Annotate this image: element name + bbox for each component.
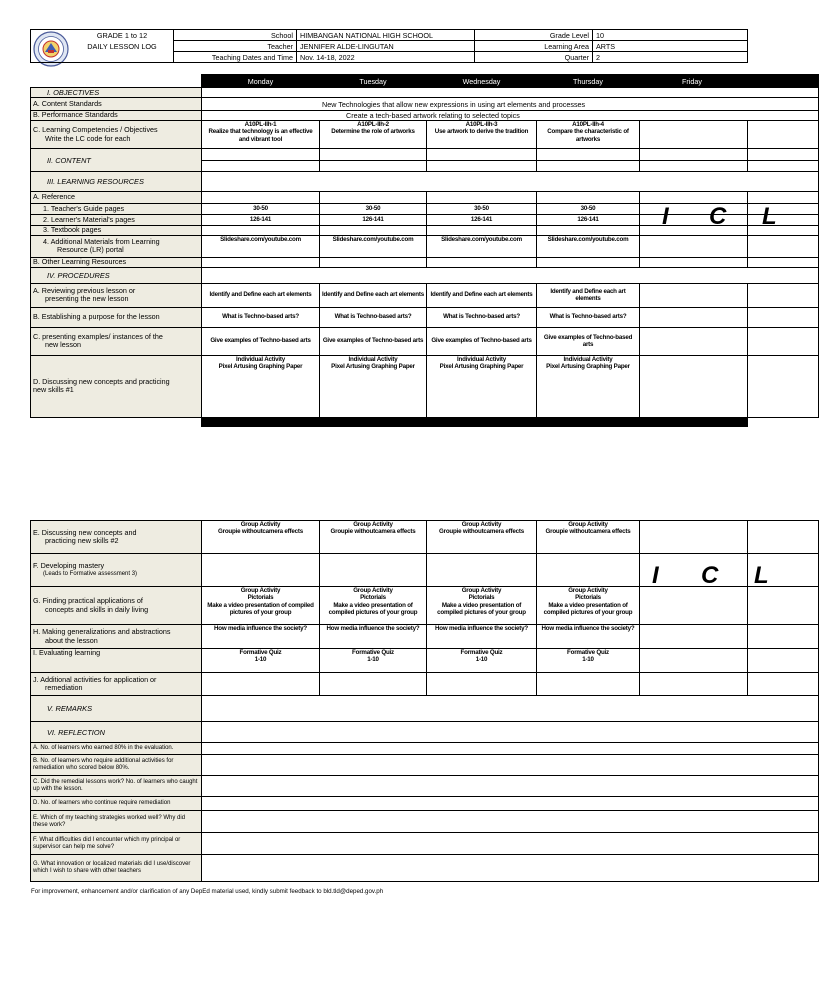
resources-heading: III. LEARNING RESOURCES bbox=[31, 172, 202, 192]
title-cell bbox=[31, 30, 174, 63]
practical-line1: G. Finding practical applications of bbox=[33, 596, 143, 605]
friday-letter-i-2: I bbox=[652, 562, 659, 589]
review-line2: presenting the new lesson bbox=[45, 294, 129, 303]
day-wednesday: Wednesday bbox=[427, 75, 537, 88]
activity-desc: Make a video presentation of compiled pictures of your group bbox=[328, 601, 418, 616]
lc-code: A10PL-IIh-3 bbox=[465, 121, 498, 128]
quiz-label: Formative Quiz bbox=[352, 649, 394, 656]
quarter-value: 2 bbox=[593, 52, 748, 63]
remarks-heading: V. REMARKS bbox=[31, 696, 202, 722]
general-thursday: How media influence the society? bbox=[537, 625, 640, 649]
reflection-heading: VI. REFLECTION bbox=[31, 722, 202, 743]
activity-desc: Make a video presentation of compiled pictures of your group bbox=[437, 601, 526, 616]
competency-wednesday bbox=[427, 121, 537, 149]
discuss1-tuesday bbox=[320, 355, 427, 417]
content-standards-label: A. Content Standards bbox=[31, 98, 202, 111]
general-tuesday: How media influence the society? bbox=[320, 625, 427, 649]
am-tuesday: Slideshare.com/youtube.com bbox=[320, 235, 427, 257]
eval-tuesday bbox=[320, 649, 427, 673]
general-line2: about the lesson bbox=[45, 635, 98, 645]
area-value: ARTS bbox=[593, 41, 748, 52]
quiz-items: 1-10 bbox=[367, 656, 379, 664]
am-line1: 4. Additional Materials from Learning bbox=[43, 236, 160, 246]
activity-desc: Pixel Artusing Graphing Paper bbox=[546, 362, 630, 370]
activity-type: Group Activity bbox=[461, 521, 502, 528]
additional-line2: remediation bbox=[45, 683, 83, 692]
content-heading: II. CONTENT bbox=[31, 149, 202, 172]
activity-desc: Groupie withoutcamera effects bbox=[218, 528, 303, 536]
eval-wednesday bbox=[427, 649, 537, 673]
friday-letter-c: C bbox=[709, 203, 727, 230]
activity-type: Group Activity bbox=[568, 587, 608, 594]
activity-desc: Pixel Artusing Graphing Paper bbox=[331, 362, 415, 370]
tg-tuesday: 30-50 bbox=[320, 204, 427, 215]
review-monday: Identify and Define each art elements bbox=[202, 283, 320, 307]
general-wednesday: How media influence the society? bbox=[427, 625, 537, 649]
review-line1: A. Reviewing previous lesson or bbox=[33, 285, 136, 295]
examples-line1: C. presenting examples/ instances of the bbox=[33, 331, 163, 341]
am-line2: Resource (LR) portal bbox=[57, 245, 124, 254]
lm-wednesday: 126-141 bbox=[427, 215, 537, 226]
teacher-value: JENNIFER ALDE-LINGUTAN bbox=[297, 41, 475, 52]
tg-thursday: 30-50 bbox=[537, 204, 640, 215]
reflection-c: C. Did the remedial lessons work? No. of learners who caught up with the lesson. bbox=[31, 776, 202, 797]
grade-label: Grade Level bbox=[475, 30, 593, 41]
reflection-g: G. What innovation or localized materials did I use/discover which I wish to share with other teachers bbox=[31, 855, 202, 882]
discuss2-thursday bbox=[537, 521, 640, 554]
examples-wednesday: Give examples of Techno-based arts bbox=[427, 327, 537, 355]
lm-thursday: 126-141 bbox=[537, 215, 640, 226]
reflection-e: E. Which of my teaching strategies worked well? Why did these work? bbox=[31, 811, 202, 833]
review-label bbox=[31, 283, 202, 307]
discuss2-monday bbox=[202, 521, 320, 554]
friday-letter-c-2: C bbox=[701, 562, 719, 589]
lesson-table-top bbox=[30, 74, 819, 427]
activity-desc: Make a video presentation of compiled pictures of your group bbox=[207, 601, 314, 616]
am-monday: Slideshare.com/youtube.com bbox=[202, 235, 320, 257]
review-wednesday: Identify and Define each art elements bbox=[427, 283, 537, 307]
practical-tuesday bbox=[320, 587, 427, 625]
activity-desc: Make a video presentation of compiled pictures of your group bbox=[543, 601, 633, 616]
activity-type: Group Activity bbox=[353, 521, 393, 528]
objectives-heading: I. OBJECTIVES bbox=[31, 88, 202, 98]
discuss1-thursday bbox=[537, 355, 640, 417]
area-label: Learning Area bbox=[475, 41, 593, 52]
am-wednesday: Slideshare.com/youtube.com bbox=[427, 235, 537, 257]
eval-thursday bbox=[537, 649, 640, 673]
title-line1: GRADE 1 to 12 bbox=[96, 31, 148, 40]
activity-title: Pictorials bbox=[360, 594, 386, 602]
activity-type: Group Activity bbox=[240, 521, 281, 528]
footer-note: For improvement, enhancement and/or clarification of any DepEd material used, kindly submit feedback to bld.tld@deped.gov.ph bbox=[31, 888, 384, 895]
practical-monday bbox=[202, 587, 320, 625]
tg-wednesday: 30-50 bbox=[427, 204, 537, 215]
activity-type: Individual Activity bbox=[236, 355, 285, 363]
reflection-a: A. No. of learners who earned 80% in the evaluation. bbox=[31, 743, 202, 755]
competencies-line1: C. Learning Competencies / Objectives bbox=[33, 125, 158, 134]
examples-line2: new lesson bbox=[45, 340, 81, 349]
dates-value: Nov. 14-18, 2022 bbox=[297, 52, 475, 63]
practical-thursday bbox=[537, 587, 640, 625]
friday-letter-l: L bbox=[762, 203, 777, 230]
activity-desc: Groupie withoutcamera effects bbox=[330, 528, 416, 536]
activity-desc: Pixel Artusing Graphing Paper bbox=[439, 362, 524, 370]
general-line1: H. Making generalizations and abstractions bbox=[33, 627, 171, 636]
discuss1-line1: D. Discussing new concepts and practicing bbox=[33, 376, 170, 386]
lc-code: A10PL-IIh-2 bbox=[357, 121, 389, 128]
eval-monday bbox=[202, 649, 320, 673]
dates-label: Teaching Dates and Time bbox=[174, 52, 297, 63]
discuss2-line2: practicing new skills #2 bbox=[45, 536, 119, 545]
activity-type: Group Activity bbox=[461, 587, 502, 594]
grade-value: 10 bbox=[593, 30, 748, 41]
reflection-d: D. No. of learners who continue require remediation bbox=[31, 797, 202, 811]
activity-type: Individual Activity bbox=[457, 355, 506, 363]
quarter-label: Quarter bbox=[475, 52, 593, 63]
lc-code: A10PL-IIh-4 bbox=[572, 121, 604, 128]
purpose-thursday: What is Techno-based arts? bbox=[537, 307, 640, 327]
activity-title: Pictorials bbox=[468, 594, 495, 602]
activity-desc: Groupie withoutcamera effects bbox=[439, 528, 524, 536]
lc-text: Determine the role of artworks bbox=[331, 128, 415, 136]
purpose-monday: What is Techno-based arts? bbox=[202, 307, 320, 327]
page-break-bar bbox=[202, 417, 748, 426]
activity-title: Pictorials bbox=[247, 594, 274, 602]
performance-standards-value: Create a tech-based artwork relating to selected topics bbox=[202, 111, 819, 121]
lm-monday: 126-141 bbox=[202, 215, 320, 226]
examples-label bbox=[31, 327, 202, 355]
friday-letter-l-2: L bbox=[754, 562, 769, 589]
discuss2-wednesday bbox=[427, 521, 537, 554]
performance-standards-label: B. Performance Standards bbox=[31, 111, 202, 121]
quiz-label: Formative Quiz bbox=[567, 649, 609, 656]
additional-line1: J. Additional activities for application or bbox=[33, 674, 157, 684]
competencies-line2: Write the LC code for each bbox=[45, 133, 131, 143]
activity-type: Group Activity bbox=[240, 587, 281, 594]
additional-label bbox=[31, 673, 202, 696]
school-value: HIMBANGAN NATIONAL HIGH SCHOOL bbox=[297, 30, 475, 41]
mastery-line1: F. Developing mastery bbox=[33, 561, 105, 571]
lc-code: A10PL-IIh-1 bbox=[244, 121, 277, 128]
lc-text: Realize that technology is an effective and vibrant tool bbox=[208, 128, 313, 143]
purpose-tuesday: What is Techno-based arts? bbox=[320, 307, 427, 327]
day-monday: Monday bbox=[202, 75, 320, 88]
purpose-label: B. Establishing a purpose for the lesson bbox=[31, 307, 202, 327]
discuss1-label bbox=[31, 355, 202, 417]
review-tuesday: Identify and Define each art elements bbox=[320, 283, 427, 307]
competency-tuesday bbox=[320, 121, 427, 149]
day-friday: Friday bbox=[640, 75, 819, 88]
content-standards-value: New Technologies that allow new expressions in using art elements and processes bbox=[202, 98, 819, 111]
generalizations-label bbox=[31, 625, 202, 649]
teacher-label: Teacher bbox=[174, 41, 297, 52]
purpose-wednesday: What is Techno-based arts? bbox=[427, 307, 537, 327]
practical-label bbox=[31, 587, 202, 625]
activity-type: Group Activity bbox=[568, 521, 608, 528]
lc-text: Compare the characteristic of artworks bbox=[547, 128, 629, 143]
header-info-table bbox=[30, 29, 748, 63]
reflection-b: B. No. of learners who require additional activities for remediation who scored below 80%. bbox=[31, 755, 202, 776]
lm-tuesday: 126-141 bbox=[320, 215, 427, 226]
activity-type: Individual Activity bbox=[563, 355, 613, 363]
activity-desc: Groupie withoutcamera effects bbox=[545, 528, 631, 536]
quiz-label: Formative Quiz bbox=[239, 649, 282, 656]
friday-letter-i: I bbox=[662, 203, 669, 230]
activity-desc: Pixel Artusing Graphing Paper bbox=[218, 362, 303, 370]
examples-monday: Give examples of Techno-based arts bbox=[202, 327, 320, 355]
quiz-items: 1-10 bbox=[254, 656, 267, 664]
review-thursday: Identify and Define each art elements bbox=[537, 283, 640, 307]
competency-thursday bbox=[537, 121, 640, 149]
school-label: School bbox=[174, 30, 297, 41]
discuss2-line1: E. Discussing new concepts and bbox=[33, 527, 137, 537]
discuss2-label bbox=[31, 521, 202, 554]
mastery-sub: (Leads to Formative assessment 3) bbox=[43, 570, 138, 577]
am-label bbox=[31, 235, 202, 257]
evaluating-label: I. Evaluating learning bbox=[31, 649, 202, 673]
practical-line2: concepts and skills in daily living bbox=[45, 604, 149, 614]
lc-text: Use artwork to derive the tradition bbox=[434, 128, 529, 136]
tg-label: 1. Teacher's Guide pages bbox=[31, 204, 202, 215]
tb-label: 3. Textbook pages bbox=[31, 226, 202, 236]
reflection-f: F. What difficulties did I encounter which my principal or supervisor can help me solve? bbox=[31, 833, 202, 855]
general-monday: How media influence the society? bbox=[202, 625, 320, 649]
am-thursday: Slideshare.com/youtube.com bbox=[537, 235, 640, 257]
discuss1-wednesday bbox=[427, 355, 537, 417]
title-line2: DAILY LESSON LOG bbox=[87, 42, 157, 51]
practical-wednesday bbox=[427, 587, 537, 625]
other-resources-label: B. Other Learning Resources bbox=[31, 257, 202, 267]
tg-monday: 30-50 bbox=[202, 204, 320, 215]
examples-tuesday: Give examples of Techno-based arts bbox=[320, 327, 427, 355]
mastery-label bbox=[31, 554, 202, 587]
quiz-label: Formative Quiz bbox=[460, 649, 503, 656]
activity-type: Individual Activity bbox=[348, 355, 398, 363]
quiz-items: 1-10 bbox=[475, 656, 488, 664]
activity-type: Group Activity bbox=[353, 587, 393, 594]
procedures-heading: IV. PROCEDURES bbox=[31, 267, 202, 283]
day-tuesday: Tuesday bbox=[320, 75, 427, 88]
competency-monday bbox=[202, 121, 320, 149]
competencies-label bbox=[31, 121, 202, 149]
discuss1-line2: new skills #1 bbox=[33, 385, 74, 394]
examples-thursday: Give examples of Techno-based arts bbox=[537, 327, 640, 355]
reference-label: A. Reference bbox=[31, 192, 202, 204]
discuss2-tuesday bbox=[320, 521, 427, 554]
discuss1-monday bbox=[202, 355, 320, 417]
day-thursday: Thursday bbox=[537, 75, 640, 88]
activity-title: Pictorials bbox=[575, 594, 601, 602]
quiz-items: 1-10 bbox=[582, 656, 594, 664]
lm-label: 2. Learner's Material's pages bbox=[31, 215, 202, 226]
